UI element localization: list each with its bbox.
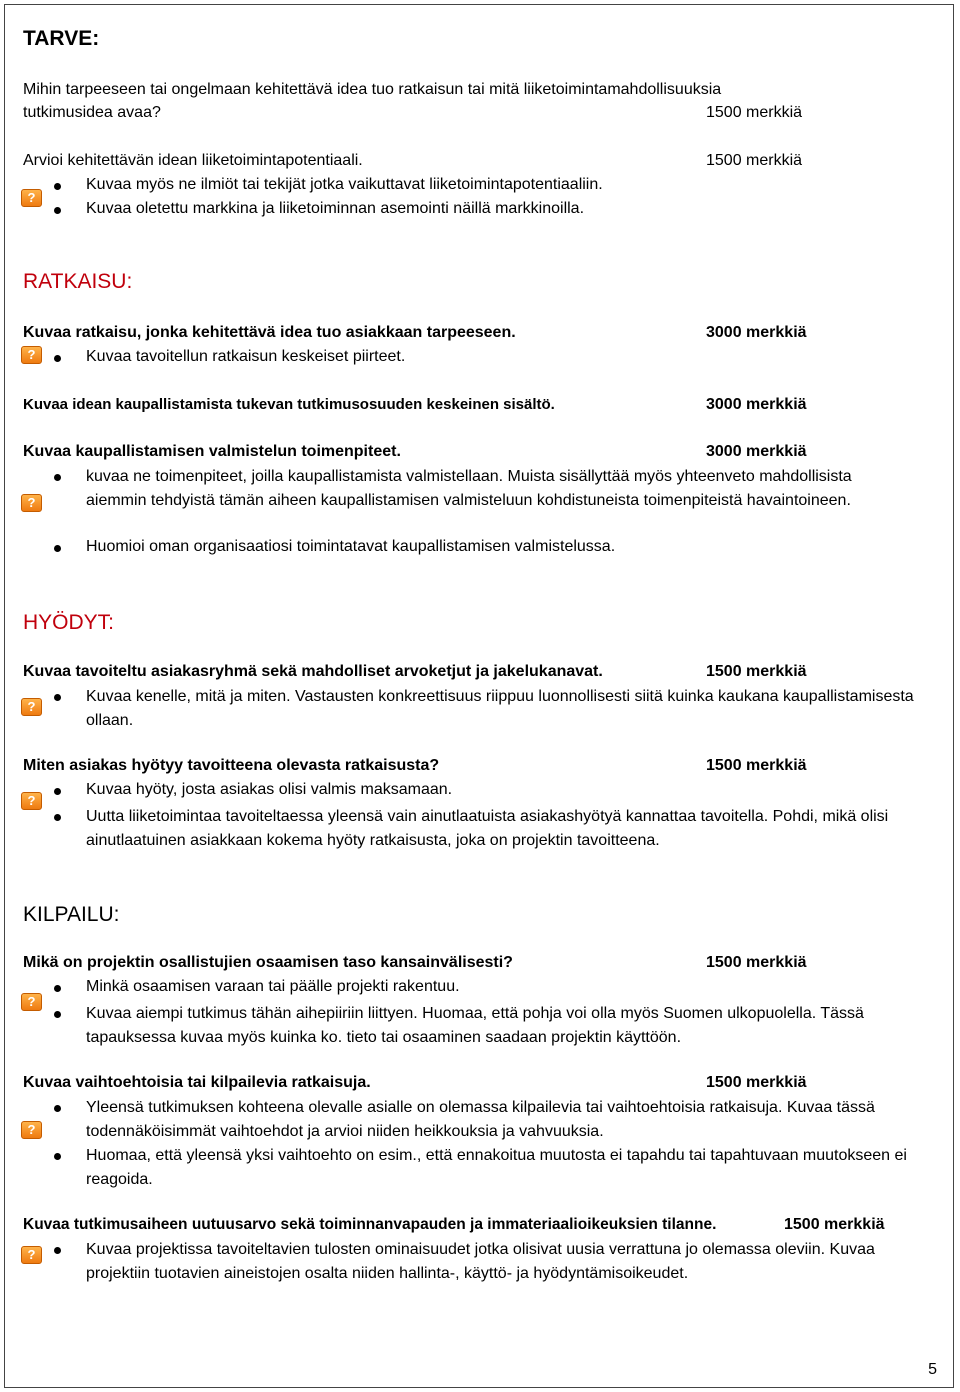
tarve-question-2: Arvioi kehitettävän idean liiketoimintapotentiaali.	[23, 152, 363, 169]
tarve-question-2-char-limit: 1500 merkkiä	[706, 152, 803, 169]
bullet-icon	[54, 207, 61, 214]
hyodyt-question-2-char-limit: 1500 merkkiä	[706, 757, 807, 774]
ratkaisu-q3-bullet-1: kuvaa ne toimenpiteet, joilla kaupallistamista valmistellaan. Muista sisällyttää myös yhteenveto mahdollisista aiemmin tehdyistä tämän aiheen kaupallistamisen valmisteluun kohdistuneista toimenpiteistä havaintoineen.	[86, 468, 852, 509]
tarve-question-1-char-limit: 1500 merkkiä	[706, 104, 803, 121]
help-icon[interactable]: ?	[21, 189, 42, 207]
help-icon[interactable]: ?	[21, 792, 42, 810]
kilpailu-question-2-char-limit: 1500 merkkiä	[706, 1074, 807, 1091]
hyodyt-q1-bullet-1: Kuvaa kenelle, mitä ja miten. Vastausten konkreettisuus riippuu luonnollisesti siitä kuinka kaukana kaupallistamisesta ollaan.	[86, 688, 914, 729]
hyodyt-question-1: Kuvaa tavoiteltu asiakasryhmä sekä mahdolliset arvoketjut ja jakelukanavat.	[23, 663, 603, 680]
hyodyt-q2-bullet-1: Kuvaa hyöty, josta asiakas olisi valmis maksamaan.	[86, 781, 453, 798]
ratkaisu-question-3: Kuvaa kaupallistamisen valmistelun toimenpiteet.	[23, 443, 401, 460]
help-icon[interactable]: ?	[21, 698, 42, 716]
ratkaisu-question-1: Kuvaa ratkaisu, jonka kehitettävä idea tuo asiakkaan tarpeeseen.	[23, 324, 516, 341]
help-icon[interactable]: ?	[21, 346, 42, 364]
section-heading-tarve: TARVE:	[23, 27, 100, 50]
hyodyt-question-2: Miten asiakas hyötyy tavoitteena olevasta ratkaisusta?	[23, 757, 440, 774]
bullet-icon	[54, 1247, 61, 1254]
bullet-icon	[54, 788, 61, 795]
bullet-icon	[54, 985, 61, 992]
tarve-question-1-line-2: tutkimusidea avaa?	[23, 104, 161, 121]
tarve-question-1-line-1: Mihin tarpeeseen tai ongelmaan kehitettävä idea tuo ratkaisun tai mitä liiketoimintamahdollisuuksia	[23, 81, 722, 98]
help-icon[interactable]: ?	[21, 494, 42, 512]
bullet-icon	[54, 1153, 61, 1160]
ratkaisu-q3-bullet-2: Huomioi oman organisaatiosi toimintatavat kaupallistamisen valmistelussa.	[86, 538, 616, 555]
ratkaisu-question-2: Kuvaa idean kaupallistamista tukevan tutkimusosuuden keskeinen sisältö.	[23, 396, 555, 413]
bullet-icon	[54, 1105, 61, 1112]
kilpailu-q3-bullet-1: Kuvaa projektissa tavoiteltavien tulosten ominaisuudet jotka olisivat uusia verrattuna jo olemassa oleviin. Kuvaa projektiin tuotavien aineistojen osalta niiden hallinta-, käyttö- ja hyödyntämisoikeudet.	[86, 1241, 875, 1282]
bullet-icon	[54, 474, 61, 481]
bullet-icon	[54, 1011, 61, 1018]
ratkaisu-q1-bullet-1: Kuvaa tavoitellun ratkaisun keskeiset piirteet.	[86, 348, 406, 365]
kilpailu-q1-bullet-2: Kuvaa aiempi tutkimus tähän aihepiiriin liittyen. Huomaa, että pohja voi olla myös Suomen ulkopuolella. Tässä tapauksessa kuvaa myös kuinka ko. tieto tai osaaminen saadaan projektin käyttöön.	[86, 1005, 864, 1046]
help-icon[interactable]: ?	[21, 1121, 42, 1139]
tarve-q2-bullet-2: Kuvaa oletettu markkina ja liiketoiminnan asemointi näillä markkinoilla.	[86, 200, 585, 217]
kilpailu-q1-bullet-1: Minkä osaamisen varaan tai päälle projekti rakentuu.	[86, 978, 460, 995]
kilpailu-question-3: Kuvaa tutkimusaiheen uutuusarvo sekä toiminnanvapauden ja immateriaalioikeuksien tilanne.	[23, 1216, 717, 1233]
help-icon[interactable]: ?	[21, 993, 42, 1011]
section-heading-hyodyt: HYÖDYT:	[23, 611, 115, 634]
kilpailu-question-2: Kuvaa vaihtoehtoisia tai kilpailevia ratkaisuja.	[23, 1074, 371, 1091]
bullet-icon	[54, 183, 61, 190]
section-heading-kilpailu: KILPAILU:	[23, 903, 120, 926]
hyodyt-question-1-char-limit: 1500 merkkiä	[706, 663, 807, 680]
page-number: 5	[928, 1361, 937, 1378]
bullet-icon	[54, 355, 61, 362]
bullet-icon	[54, 545, 61, 552]
hyodyt-q2-bullet-2: Uutta liiketoimintaa tavoiteltaessa yleensä vain ainutlaatuista asiakashyötyä kannattaa tavoitella. Pohdi, mikä olisi ainutlaatuinen asiakkaan kokema hyöty ratkaisusta, joka on projektin tavoitteena.	[86, 808, 889, 849]
bullet-icon	[54, 694, 61, 701]
ratkaisu-question-2-char-limit: 3000 merkkiä	[706, 396, 807, 413]
document-page	[4, 4, 954, 1388]
help-icon[interactable]: ?	[21, 1246, 42, 1264]
kilpailu-q2-bullet-2: Huomaa, että yleensä yksi vaihtoehto on esim., että ennakoitua muutosta ei tapahdu tai tapahtuvaan muutokseen ei reagoida.	[86, 1147, 907, 1188]
kilpailu-question-1-char-limit: 1500 merkkiä	[706, 954, 807, 971]
kilpailu-question-3-char-limit: 1500 merkkiä	[784, 1216, 885, 1233]
tarve-q2-bullet-1: Kuvaa myös ne ilmiöt tai tekijät jotka vaikuttavat liiketoimintapotentiaaliin.	[86, 176, 603, 193]
ratkaisu-question-1-char-limit: 3000 merkkiä	[706, 324, 807, 341]
kilpailu-q2-bullet-1: Yleensä tutkimuksen kohteena olevalle asialle on olemassa kilpailevia tai vaihtoehtoisia ratkaisuja. Kuvaa tässä todennäköisimmät vaihtoehdot ja arvioi niiden heikkouksia ja vahvuuksia.	[86, 1099, 875, 1140]
ratkaisu-question-3-char-limit: 3000 merkkiä	[706, 443, 807, 460]
kilpailu-question-1: Mikä on projektin osallistujien osaamisen taso kansainvälisesti?	[23, 954, 513, 971]
section-heading-ratkaisu: RATKAISU:	[23, 270, 133, 293]
bullet-icon	[54, 814, 61, 821]
